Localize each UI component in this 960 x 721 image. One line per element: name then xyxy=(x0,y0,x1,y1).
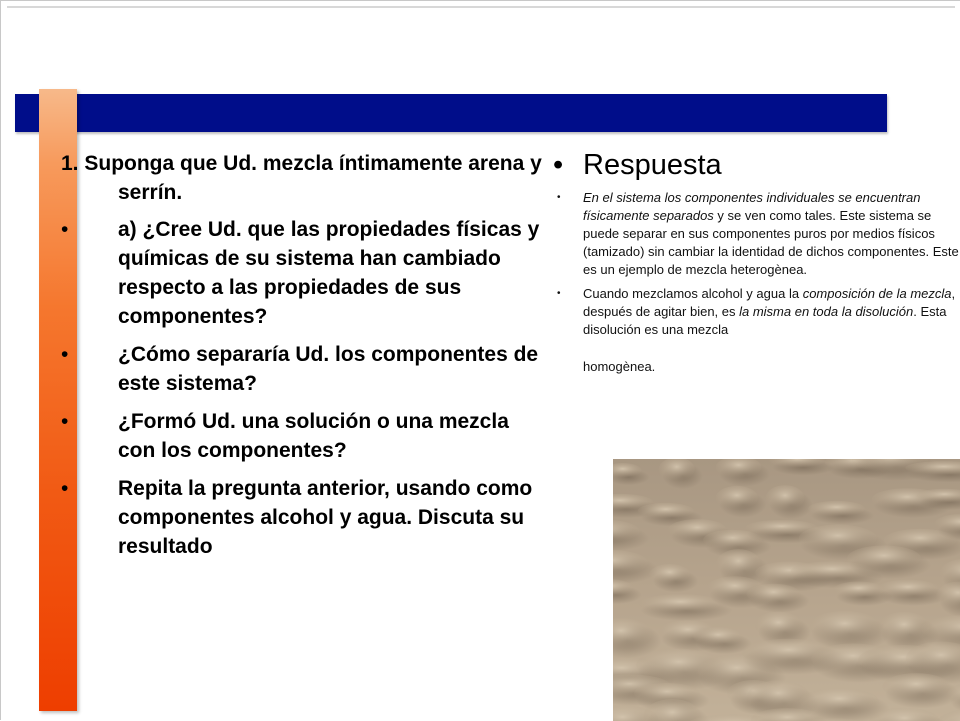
answer-paragraph-2 xyxy=(553,285,960,376)
answer-p1-italic: En el sistema los componentes individuales se encuentran físicamente separados xyxy=(583,190,921,223)
question-text: Suponga que Ud. mezcla íntimamente arena y serrín. xyxy=(84,152,542,204)
answer-p2-a: Cuando mezclamos alcohol y agua la xyxy=(583,286,803,301)
bullet-mark: • xyxy=(61,343,69,366)
bullet-mark: • xyxy=(557,192,561,203)
question-item xyxy=(61,407,551,465)
answer-heading xyxy=(553,147,960,183)
bullet-mark: • xyxy=(557,288,561,299)
answer-column xyxy=(553,147,960,382)
answer-title: Respuesta xyxy=(583,149,722,181)
title-bar xyxy=(15,94,887,132)
answer-p1-rest: y se ven como tales. Este sistema se puede separar en sus componentes puros por medios físicos (tamizado) sin cambiar la identidad de dichos componentes. Este es un ejemplo de mezcla heterogènea. xyxy=(583,208,959,277)
answer-p2-f: homogènea. xyxy=(583,359,656,374)
question-number: 1. xyxy=(61,152,79,175)
bullet-mark: • xyxy=(61,410,69,433)
bullet-mark: • xyxy=(553,149,564,181)
question-item-text: Repita la pregunta anterior, usando como componentes alcohol y agua. Discuta su resultado xyxy=(118,477,533,558)
answer-p2-c: , después de agitar bien, es xyxy=(583,286,956,319)
question-item-text: ¿Formó Ud. una solución o una mezcla con los componentes? xyxy=(118,410,509,462)
answer-paragraph-1 xyxy=(553,189,960,279)
bullet-mark: • xyxy=(61,218,69,241)
answer-p2-b: composición de la mezcla xyxy=(802,286,952,301)
question-item xyxy=(61,340,551,398)
question-column xyxy=(61,149,551,570)
question-item xyxy=(61,215,551,331)
sand-photo xyxy=(613,459,960,721)
bullet-mark: • xyxy=(61,477,69,500)
answer-p2-d: la misma en toda la disolución xyxy=(739,304,914,319)
top-divider xyxy=(7,6,955,8)
question-item-text: ¿Cómo separaría Ud. los componentes de este sistema? xyxy=(118,343,539,395)
question-heading xyxy=(61,149,551,207)
answer-p2-e: . Esta disolución es una mezcla xyxy=(583,304,947,337)
question-item-text: a) ¿Cree Ud. que las propiedades físicas y químicas de su sistema han cambiado respecto a las propiedades de sus componentes? xyxy=(118,218,540,328)
question-item xyxy=(61,474,551,561)
